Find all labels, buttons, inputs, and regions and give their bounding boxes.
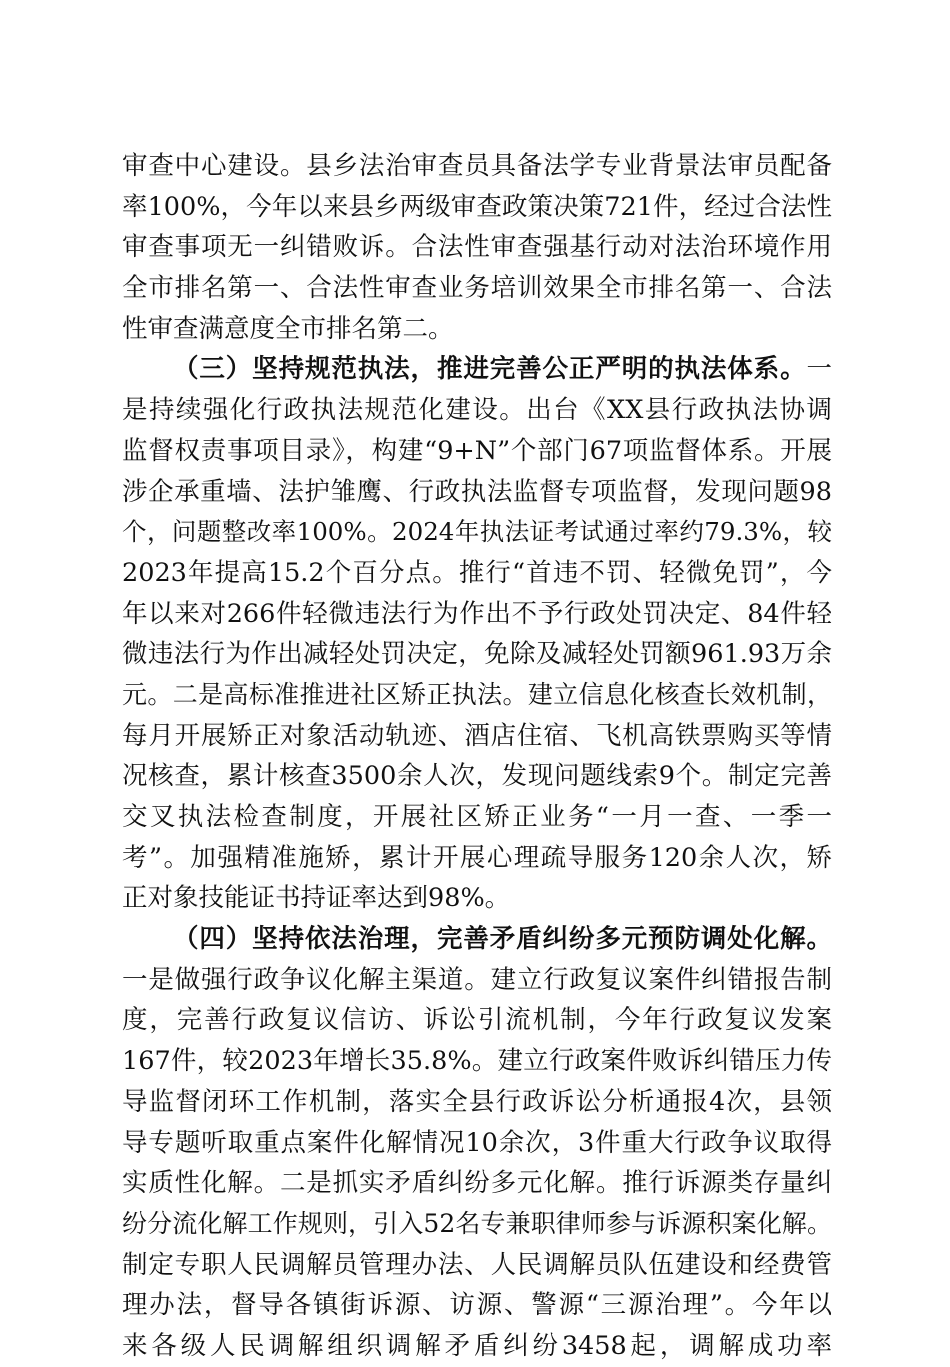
text-line: 167件，较2023年增长35.8%。建立行政案件败诉纠错压力传 xyxy=(122,1046,832,1077)
section-heading: （四）坚持依法治理，完善矛盾纠纷多元预防调处化解。 xyxy=(173,924,832,955)
text-line: 每月开展矫正对象活动轨迹、酒店住宿、飞机高铁票购买等情 xyxy=(122,720,832,751)
text-line: 年以来对266件轻微违法行为作出不予行政处罚决定、84件轻 xyxy=(122,598,832,629)
text-line: 是持续强化行政执法规范化建设。出台《XX县行政执法协调 xyxy=(122,395,832,426)
document-page xyxy=(122,146,832,1367)
paragraph-2 xyxy=(122,349,832,919)
text-line: 交叉执法检查制度，开展社区矫正业务“一月一查、一季一 xyxy=(122,802,832,832)
text-line: 监督权责事项目录》，构建“9+N”个部门67项监督体系。开展 xyxy=(122,435,832,466)
text-line: 性审查满意度全市排名第二。 xyxy=(122,313,454,344)
text-line: 审查事项无一纠错败诉。合法性审查强基行动对法治环境作用 xyxy=(122,232,832,263)
text-line: 考”。加强精准施矫，累计开展心理疏导服务120余人次，矫 xyxy=(122,842,832,873)
text-line: 2023年提高15.2个百分点。推行“首违不罚、轻微免罚”，今 xyxy=(122,557,832,588)
text-line: 率100%，今年以来县乡两级审查政策决策721件，经过合法性 xyxy=(122,191,832,222)
paragraph-1 xyxy=(122,146,832,349)
paragraph-3 xyxy=(122,919,832,1367)
text-line: 微违法行为作出减轻处罚决定，免除及减轻处罚额961.93万余 xyxy=(122,639,832,670)
text-line: 正对象技能证书持证率达到98%。 xyxy=(122,883,511,914)
text-line: 导专题听取重点案件化解情况10余次，3件重大行政争议取得 xyxy=(122,1127,832,1158)
text-line: 导监督闭环工作机制，落实全县行政诉讼分析通报4次，县领 xyxy=(122,1086,832,1117)
text-line: 理办法，督导各镇街诉源、访源、警源“三源治理”。今年以 xyxy=(122,1290,832,1321)
text-line: 全市排名第一、合法性审查业务培训效果全市排名第一、合法 xyxy=(122,273,832,304)
section-heading-line xyxy=(122,349,832,390)
text-line: 实质性化解。二是抓实矛盾纠纷多元化解。推行诉源类存量纠 xyxy=(122,1168,832,1199)
text-line: 来各级人民调解组织调解矛盾纠纷3458起，调解成功率 xyxy=(122,1330,832,1361)
text-line: 个，问题整改率100%。2024年执法证考试通过率约79.3%，较 xyxy=(122,517,832,547)
section-heading: （三）坚持规范执法，推进完善公正严明的执法体系。 xyxy=(173,354,807,385)
text-line: 制定专职人民调解员管理办法、人民调解员队伍建设和经费管 xyxy=(122,1249,832,1280)
text-line: 度，完善行政复议信访、诉讼引流机制，今年行政复议发案 xyxy=(122,1005,832,1036)
text-line: 一是做强行政争议化解主渠道。建立行政复议案件纠错报告制 xyxy=(122,964,832,995)
text-line: 元。二是高标准推进社区矫正执法。建立信息化核查长效机制， xyxy=(122,679,832,709)
section-heading-line xyxy=(122,919,832,960)
text-line: 纷分流化解工作规则，引入52名专兼职律师参与诉源积案化解。 xyxy=(122,1208,832,1238)
heading-tail-text: 一 xyxy=(806,354,832,385)
text-line: 审查中心建设。县乡法治审查员具备法学专业背景法审员配备 xyxy=(122,151,832,181)
text-line: 涉企承重墙、法护雏鹰、行政执法监督专项监督，发现问题98 xyxy=(122,476,832,507)
text-line: 况核查，累计核查3500余人次，发现问题线索9个。制定完善 xyxy=(122,761,832,792)
